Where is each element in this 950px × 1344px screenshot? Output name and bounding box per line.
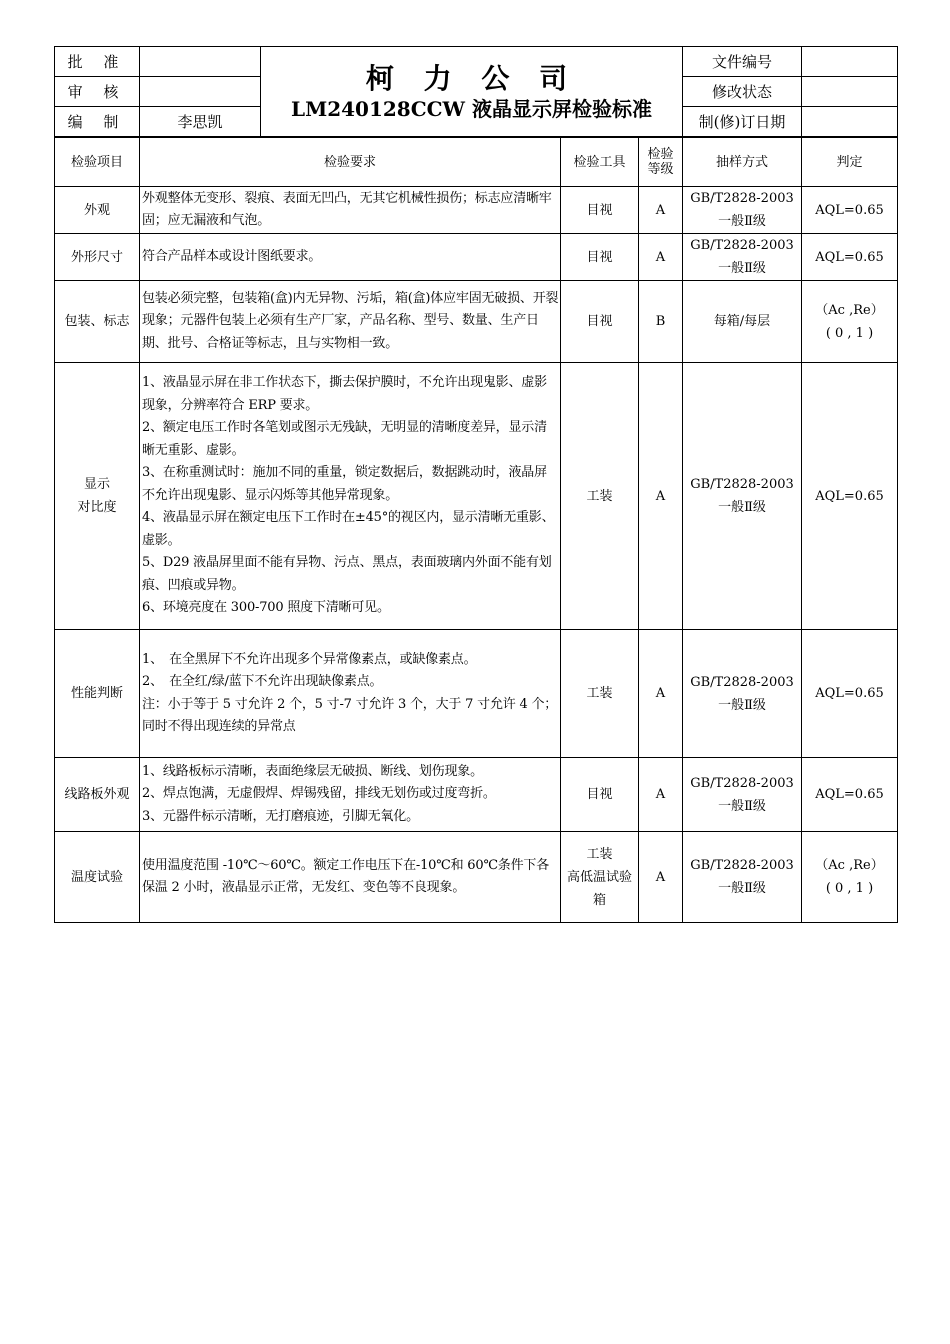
col-requirement: 检验要求 <box>140 138 561 187</box>
sampling-method: GB/T2828-2003 一般Ⅱ级 <box>683 234 802 281</box>
inspection-grade: A <box>639 758 683 832</box>
inspection-item: 温度试验 <box>55 832 140 923</box>
inspection-grade: A <box>639 187 683 234</box>
document-title: LM240128CCW 液晶显示屏检验标准 <box>291 96 652 121</box>
title-block <box>261 47 683 137</box>
inspection-grade: A <box>639 363 683 630</box>
table-row <box>55 281 898 363</box>
inspection-item: 外形尺寸 <box>55 234 140 281</box>
inspection-grade: A <box>639 832 683 923</box>
table-header-row <box>55 138 898 187</box>
inspection-grade: A <box>639 630 683 758</box>
judgement: （Ac ,Re） ( 0 , 1 ) <box>802 832 898 923</box>
date-label: 制(修)订日期 <box>683 107 802 137</box>
table-row <box>55 363 898 630</box>
table-row <box>55 832 898 923</box>
review-label: 审 核 <box>55 77 140 107</box>
inspection-tool: 工装 <box>561 630 639 758</box>
inspection-item: 包装、标志 <box>55 281 140 363</box>
judgement: （Ac ,Re） ( 0 , 1 ) <box>802 281 898 363</box>
sampling-method: GB/T2828-2003 一般Ⅱ级 <box>683 630 802 758</box>
inspection-item: 线路板外观 <box>55 758 140 832</box>
requirement: 1、 在全黑屏下不允许出现多个异常像素点，或缺像素点。 2、 在全红/绿/蓝下不允许出现缺像素点。 注：小于等于 5 寸允许 2 个，5 寸-7 寸允许 3 个，大于 7 寸允许 4 个；同时不得出现连续的异常点 <box>140 630 561 758</box>
col-judgement: 判定 <box>802 138 898 187</box>
company-name: 柯 力 公 司 <box>365 61 578 95</box>
requirement: 使用温度范围 -10℃～60℃。额定工作电压下在-10℃和 60℃条件下各保温 2 小时，液晶显示正常，无发红、变色等不良现象。 <box>140 832 561 923</box>
approve-label: 批 准 <box>55 47 140 77</box>
revision-value <box>802 77 898 107</box>
header-table <box>54 46 898 137</box>
compile-label: 编 制 <box>55 107 140 137</box>
requirement: 1、线路板标示清晰，表面绝缘层无破损、断线、划伤现象。 2、焊点饱满，无虚假焊、焊锡残留，排线无划伤或过度弯折。 3、元器件标示清晰，无打磨痕迹，引脚无氧化。 <box>140 758 561 832</box>
inspection-item: 显示 对比度 <box>55 363 140 630</box>
inspection-tool: 目视 <box>561 758 639 832</box>
requirement: 1、液晶显示屏在非工作状态下，撕去保护膜时，不允许出现鬼影、虚影现象，分辨率符合 ERP 要求。 2、额定电压工作时各笔划或图示无残缺，无明显的清晰度差异，显示清晰无重影、虚影。 3、在称重测试时：施加不同的重量，锁定数据后，数据跳动时，液晶屏不允许出现鬼影、显示闪烁等其他异常现象。 4、液晶显示屏在额定电压下工作时在±45°的视区内，显示清晰无重影、虚影。 5、D29 液晶屏里面不能有异物、污点、黑点，表面玻璃内外面不能有划痕、凹痕或异物。 6、环境亮度在 300-700 照度下清晰可见。 <box>140 363 561 630</box>
inspection-item: 外观 <box>55 187 140 234</box>
inspection-grade: A <box>639 234 683 281</box>
doc-no-value <box>802 47 898 77</box>
date-value <box>802 107 898 137</box>
requirement: 符合产品样本或设计图纸要求。 <box>140 234 561 281</box>
judgement: AQL=0.65 <box>802 758 898 832</box>
judgement: AQL=0.65 <box>802 234 898 281</box>
inspection-grade: B <box>639 281 683 363</box>
inspection-tool: 目视 <box>561 281 639 363</box>
sampling-method: GB/T2828-2003 一般Ⅱ级 <box>683 832 802 923</box>
requirement: 外观整体无变形、裂痕、表面无凹凸，无其它机械性损伤；标志应清晰牢固；应无漏液和气泡。 <box>140 187 561 234</box>
sampling-method: GB/T2828-2003 一般Ⅱ级 <box>683 758 802 832</box>
table-row <box>55 234 898 281</box>
requirement: 包装必须完整，包装箱(盒)内无异物、污垢，箱(盒)体应牢固无破损、开裂现象；元器件包装上必须有生产厂家，产品名称、型号、数量、生产日期、批号、合格证等标志，且与实物相一致。 <box>140 281 561 363</box>
table-body <box>55 187 898 923</box>
col-tool: 检验工具 <box>561 138 639 187</box>
compile-value: 李思凯 <box>140 107 261 137</box>
inspection-table <box>54 137 898 923</box>
sampling-method: 每箱/每层 <box>683 281 802 363</box>
inspection-tool: 目视 <box>561 187 639 234</box>
sampling-method: GB/T2828-2003 一般Ⅱ级 <box>683 187 802 234</box>
table-row <box>55 187 898 234</box>
table-row <box>55 630 898 758</box>
review-value <box>140 77 261 107</box>
inspection-tool: 工装 高低温试验 箱 <box>561 832 639 923</box>
sampling-method: GB/T2828-2003 一般Ⅱ级 <box>683 363 802 630</box>
judgement: AQL=0.65 <box>802 363 898 630</box>
judgement: AQL=0.65 <box>802 187 898 234</box>
revision-label: 修改状态 <box>683 77 802 107</box>
inspection-tool: 目视 <box>561 234 639 281</box>
inspection-item: 性能判断 <box>55 630 140 758</box>
judgement: AQL=0.65 <box>802 630 898 758</box>
approve-value <box>140 47 261 77</box>
doc-no-label: 文件编号 <box>683 47 802 77</box>
col-item: 检验项目 <box>55 138 140 187</box>
table-row <box>55 758 898 832</box>
col-sampling: 抽样方式 <box>683 138 802 187</box>
inspection-tool: 工装 <box>561 363 639 630</box>
col-grade: 检验 等级 <box>639 138 683 187</box>
